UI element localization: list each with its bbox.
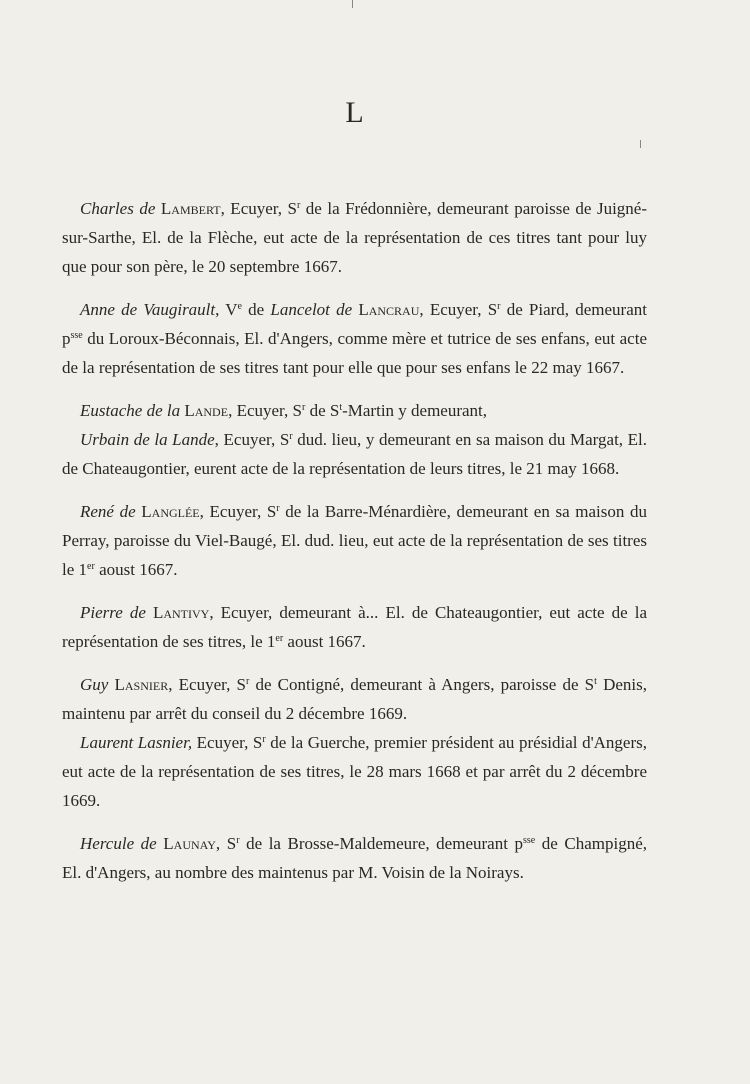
entry-sup: r [497, 301, 501, 312]
page-mark-top [352, 0, 353, 8]
entry-lande-urbain [62, 425, 647, 483]
entry-surname: Lambert [160, 199, 221, 218]
entry-text: de [241, 300, 271, 319]
entry-name: Urbain de la Lande [80, 430, 215, 449]
entry-text: de la Guerche, premier président au présidial d'Angers, eut acte de la représentation de ses titres, le 28 mars 1668 et par arrêt du 2 décembre 1669. [62, 733, 647, 810]
entry-sup: r [262, 734, 266, 745]
entry-text: , Ecuyer, S [214, 430, 290, 449]
entry-text: , Ecuyer, S [168, 675, 246, 694]
entry-lancrau [62, 295, 647, 382]
entry-text: , Ecuyer, S [419, 300, 498, 319]
page-mark-right [640, 140, 641, 148]
entry-text: aoust 1667. [283, 632, 366, 651]
entry-text: de la Brosse-Maldemeure, demeurant p [239, 834, 523, 853]
entry-text: aoust 1667. [94, 560, 178, 579]
entry-surname: Launay [163, 834, 216, 853]
entry-text: de la Frédonnière, demeurant paroisse de Juigné-sur-Sarthe, El. de la Flèche, eut acte de la représentation de ces titres tant pour luy que pour son père, le 20 septembre 1667. [62, 199, 648, 276]
entry-text: , Ecuyer, S [199, 502, 277, 521]
entry-surname: Lancrau [358, 300, 420, 319]
entry-text: du Loroux-Béconnais, El. d'Angers, comme mère et tutrice de ses enfans, eut acte de la représentation de ses titres tant pour elle que pour ses enfans le 22 may 1667. [62, 329, 647, 377]
entry-surname: Lande [184, 401, 229, 420]
entry-name: René de [80, 502, 136, 521]
entry-lantivy [62, 598, 647, 656]
entry-sup: er [275, 633, 284, 644]
entry-sup: e [237, 301, 242, 312]
entry-lambert [62, 194, 647, 281]
entry-text: , V [215, 300, 238, 319]
entry-lande-eustache [62, 396, 647, 425]
entry-sup: t [594, 676, 597, 687]
entry-text: , Ecuyer, demeurant à... El. de Chateaugontier, eut acte de la représentation de ses titres, le 1 [62, 603, 647, 651]
entry-name: Anne de Vaugirault [80, 300, 216, 319]
entry-text: , Ecuyer, S [228, 401, 302, 420]
entry-lasnier-laurent [62, 728, 647, 815]
entry-text: -Martin y demeurant, [342, 401, 488, 420]
entry-text: Ecuyer, S [192, 733, 263, 752]
entry-text: de Contigné, demeurant à Angers, paroisse de S [249, 675, 595, 694]
entry-sup: er [87, 561, 95, 572]
entry-surname: Lantivy [152, 603, 210, 622]
entry-sup: t [339, 402, 343, 413]
entry-sup: r [245, 676, 250, 687]
entry-name: Eustache de la [80, 401, 181, 420]
entry-name: Charles de [80, 199, 156, 218]
entry-sup: r [236, 835, 240, 846]
entry-text: dud. lieu, y demeurant en sa maison du Margat, El. de Chateaugontier, eurent acte de la représentation de leurs titres, le 21 may 1668. [62, 430, 647, 478]
entry-text: de Champigné, El. d'Angers, au nombre des maintenus par M. Voisin de la Noirays. [62, 834, 648, 882]
entry-lasnier-guy [62, 670, 647, 728]
entries-list [62, 194, 647, 901]
section-letter: L [345, 96, 365, 129]
entry-sup: r [289, 431, 293, 442]
entry-text: de S [305, 401, 340, 420]
entry-text: Denis, maintenu par arrêt du conseil du 2 décembre 1669. [62, 675, 647, 723]
entry-name: Guy [80, 675, 109, 694]
entry-launay [62, 829, 647, 887]
entry-name: Pierre de [80, 603, 146, 622]
entry-text: de Piard, demeurant p [62, 300, 647, 348]
entry-text: , Ecuyer, S [220, 199, 297, 218]
entry-name: Hercule de [80, 834, 157, 853]
entry-sup: r [276, 503, 280, 514]
entry-text: de la Barre-Ménardière, demeurant en sa maison du Perray, paroisse du Viel-Baugé, El. dud. lieu, eut acte de la représentation de ses titres le 1 [62, 502, 647, 579]
entry-sup: r [301, 402, 306, 413]
entry-surname: Lasnier [114, 675, 169, 694]
entry-sup: sse [522, 835, 536, 846]
entry-langlee [62, 497, 647, 584]
entry-name: Lancelot de [270, 300, 353, 319]
entry-sup: sse [70, 330, 83, 341]
entry-text: , S [215, 834, 237, 853]
entry-sup: r [296, 200, 301, 211]
entry-name: Laurent Lasnier, [80, 733, 193, 752]
entry-surname: Langlée [141, 502, 200, 521]
